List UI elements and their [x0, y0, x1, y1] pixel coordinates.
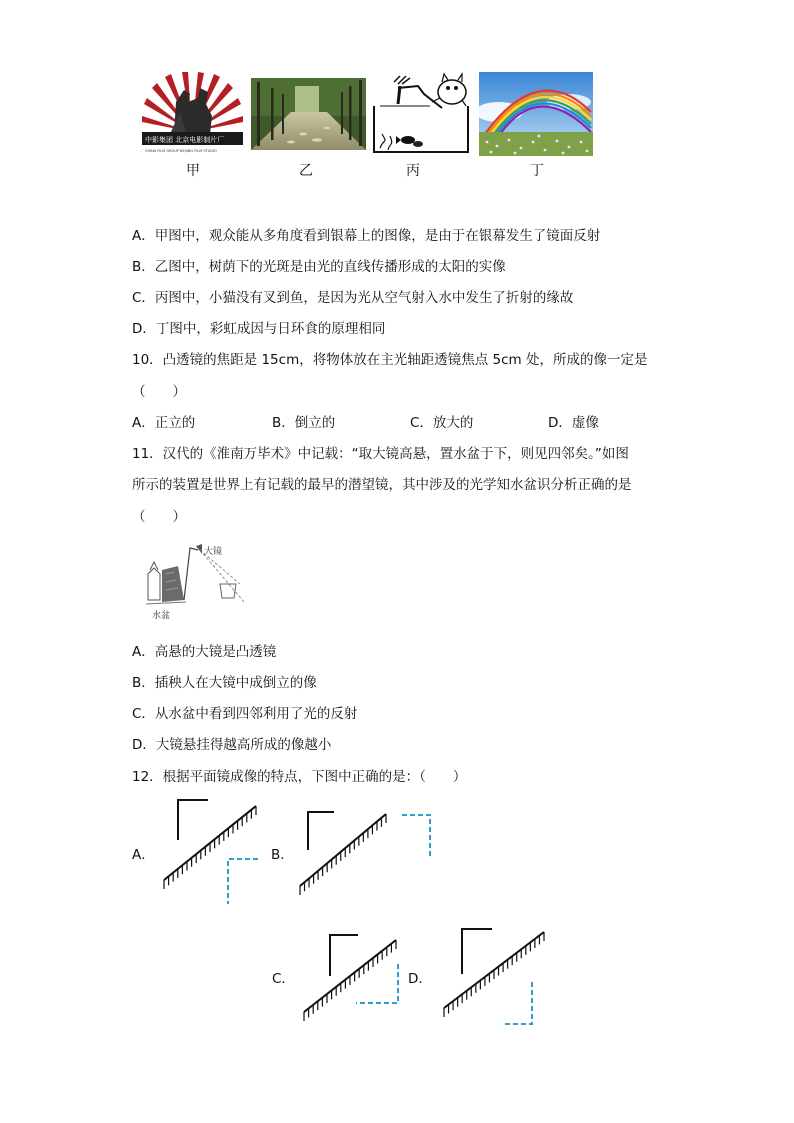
q11-option-c: C．从水盆中看到四邻利用了光的反射 — [132, 706, 358, 722]
q11-option-b: B．插秧人在大镜中成倒立的像 — [132, 675, 317, 691]
q12-stem: 12．根据平面镜成像的特点，下图中正确的是：（ ） — [132, 769, 467, 785]
q11-periscope-figure — [140, 540, 250, 620]
caption-ding: 丁 — [530, 163, 544, 179]
q12-d-image — [504, 982, 532, 1024]
q12-label-a: A． — [132, 847, 155, 863]
q10-option-d: D．虚像 — [548, 415, 599, 431]
label-basin: 水盆 — [152, 611, 171, 620]
q9-option-b: B．乙图中，树荫下的光斑是由光的直线传播形成的太阳的实像 — [132, 259, 506, 275]
image-jia-film-studio-logo — [140, 72, 245, 154]
q12-option-a-diagram — [164, 800, 258, 904]
label-mirror: 大镜 — [204, 547, 223, 557]
q12-b-image — [402, 815, 430, 856]
image-yi-tree-shade-path — [251, 78, 366, 150]
q9-option-c: C．丙图中，小猫没有叉到鱼，是因为光从空气射入水中发生了折射的缘故 — [132, 290, 574, 306]
caption-yi: 乙 — [299, 163, 313, 179]
q9-option-a: A．甲图中，观众能从多角度看到银幕上的图像，是由于在银幕发生了镜面反射 — [132, 228, 601, 244]
q10-option-c: C．放大的 — [410, 415, 474, 431]
q11-option-a: A．高悬的大镜是凸透镜 — [132, 644, 277, 660]
q12-a-image — [228, 859, 258, 904]
q12-option-d-diagram — [444, 929, 544, 1024]
q10-stem-line2: （ ） — [132, 384, 186, 400]
q12-label-c: C． — [272, 971, 295, 987]
film-logo-subtext: CHINA FILM GROUP BEIJING FILM STUDIO — [145, 149, 217, 153]
q12-option-c-diagram — [304, 935, 398, 1021]
image-ding-rainbow — [479, 72, 593, 156]
caption-jia: 甲 — [186, 163, 200, 179]
q11-stem-line1: 11．汉代的《淮南万毕术》中记载：“取大镜高悬，置水盆于下，则见四邻矣。”如图 — [132, 446, 629, 462]
q11-option-d: D．大镜悬挂得越高所成的像越小 — [132, 737, 332, 753]
q12-diagrams — [0, 790, 794, 1040]
q11-stem-line3: （ ） — [132, 509, 186, 525]
q9-option-d: D．丁图中，彩虹成因与日环食的原理相同 — [132, 321, 386, 337]
q12-label-b: B． — [271, 847, 294, 863]
q11-stem-line2: 所示的装置是世界上有记载的最早的潜望镜，其中涉及的光学知水盆识分析正确的是 — [132, 477, 632, 493]
q12-label-d: D． — [408, 971, 432, 987]
q10-option-a: A．正立的 — [132, 415, 196, 431]
q12-c-image — [356, 964, 398, 1003]
q10-stem-line1: 10．凸透镜的焦距是 15cm，将物体放在主光轴距透镜焦点 5cm 处，所成的像一定是 — [132, 352, 648, 368]
image-bing-cat-fishing — [370, 72, 472, 154]
q12-option-b-diagram — [300, 812, 430, 895]
film-logo-text: 中影集团 北京电影制片厂 — [145, 136, 225, 144]
q10-option-b: B．倒立的 — [272, 415, 336, 431]
caption-bing: 丙 — [406, 163, 420, 179]
